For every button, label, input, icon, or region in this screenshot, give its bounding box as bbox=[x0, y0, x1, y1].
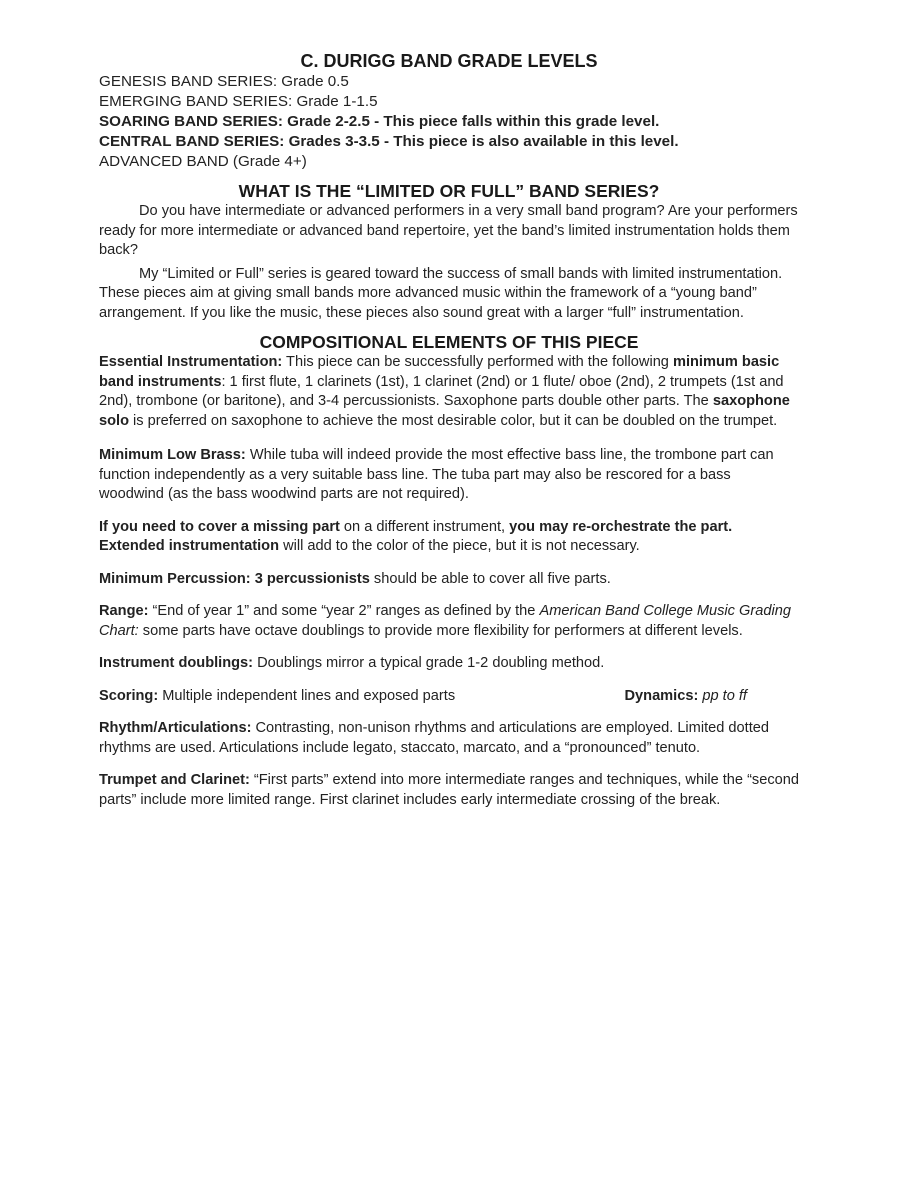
emerging-series-line: EMERGING BAND SERIES: Grade 1-1.5 bbox=[99, 93, 378, 110]
central-series-line: CENTRAL BAND SERIES: Grades 3-3.5 - This piece is also available in this level. bbox=[99, 133, 679, 150]
range-label: Range: bbox=[99, 603, 149, 619]
trumpet-clarinet-label: Trumpet and Clarinet: bbox=[99, 772, 250, 788]
advanced-band-line: ADVANCED BAND (Grade 4+) bbox=[99, 153, 307, 170]
low-brass-label: Minimum Low Brass: bbox=[99, 447, 246, 463]
percussion-paragraph: Minimum Percussion: 3 percussionists should be able to cover all five parts. bbox=[99, 570, 611, 587]
essential-instrumentation-paragraph: Essential Instrumentation: This piece can be successfully performed with the following minimum basic band instruments: 1 first flute, 1 clarinets (1st), 1 clarinet (2nd) or 1 flute/ oboe (2nd), 2 trumpets (1st and 2nd), trombone (or baritone), and 3-4 percussionists. Saxophone parts double other parts. The saxophone solo is preferred on saxophone to achieve the most desirable color, but it can be doubled on the trumpet. bbox=[99, 354, 790, 429]
range-paragraph: Range: “End of year 1” and some “year 2” ranges as defined by the American Band College Music Grading Chart: some parts have octave doublings to provide more flexibility for performers at different levels. bbox=[99, 603, 791, 639]
doublings-label: Instrument doublings: bbox=[99, 655, 254, 671]
percussion-label: Minimum Percussion: 3 percussionists bbox=[99, 570, 370, 587]
doublings-paragraph: Instrument doublings: Doublings mirror a typical grade 1-2 doubling method. bbox=[99, 655, 605, 671]
limited-full-paragraph-2: My “Limited or Full” series is geared toward the success of small bands with limited instrumentation. These pieces aim at giving small bands more advanced music within the framework of a “young band” arrangement. If you like the music, these pieces also sound great with a larger “full” instrumentation. bbox=[99, 265, 783, 321]
limited-full-heading: WHAT IS THE “LIMITED OR FULL” BAND SERIES? bbox=[238, 181, 660, 201]
genesis-series-line: GENESIS BAND SERIES: Grade 0.5 bbox=[99, 73, 349, 90]
scoring-dynamics-row bbox=[99, 687, 799, 707]
grade-levels-heading: C. DURIGG BAND GRADE LEVELS bbox=[300, 51, 598, 71]
trumpet-clarinet-paragraph: Trumpet and Clarinet: “First parts” extend into more intermediate ranges and techniques, while the “second parts” include more limited range. First clarinet includes early intermediate crossing of the break. bbox=[99, 772, 799, 808]
rhythm-label: Rhythm/Articulations: bbox=[99, 720, 252, 736]
rhythm-articulations-paragraph: Rhythm/Articulations: Contrasting, non-unison rhythms and articulations are employed. Limited dotted rhythms are used. Articulations include legato, staccato, marcato, and a “pronounced” tenuto. bbox=[99, 720, 769, 756]
scoring-item: Scoring: Multiple independent lines and exposed parts bbox=[99, 687, 456, 704]
limited-full-paragraph-1: Do you have intermediate or advanced performers in a very small band program? Are your performers ready for more intermediate or advanced band repertoire, yet the band’s limited instrumentation holds them back? bbox=[99, 203, 798, 258]
missing-part-paragraph: If you need to cover a missing part on a different instrument, you may re-orchestrate the part. Extended instrumentation will add to the color of the piece, but it is not necessary. bbox=[99, 518, 733, 554]
soaring-series-line: SOARING BAND SERIES: Grade 2-2.5 - This piece falls within this grade level. bbox=[99, 113, 660, 130]
document-body bbox=[99, 50, 799, 810]
low-brass-paragraph: Minimum Low Brass: While tuba will indeed provide the most effective bass line, the trombone part can function independently as a very suitable bass line. The tuba part may also be rescored for a bass woodwind (as the bass woodwind parts are not required). bbox=[99, 447, 774, 502]
essential-instrumentation-label: Essential Instrumentation: bbox=[99, 354, 283, 370]
compositional-elements-heading: COMPOSITIONAL ELEMENTS OF THIS PIECE bbox=[259, 332, 639, 352]
dynamics-item: Dynamics: pp to ff bbox=[624, 687, 747, 704]
